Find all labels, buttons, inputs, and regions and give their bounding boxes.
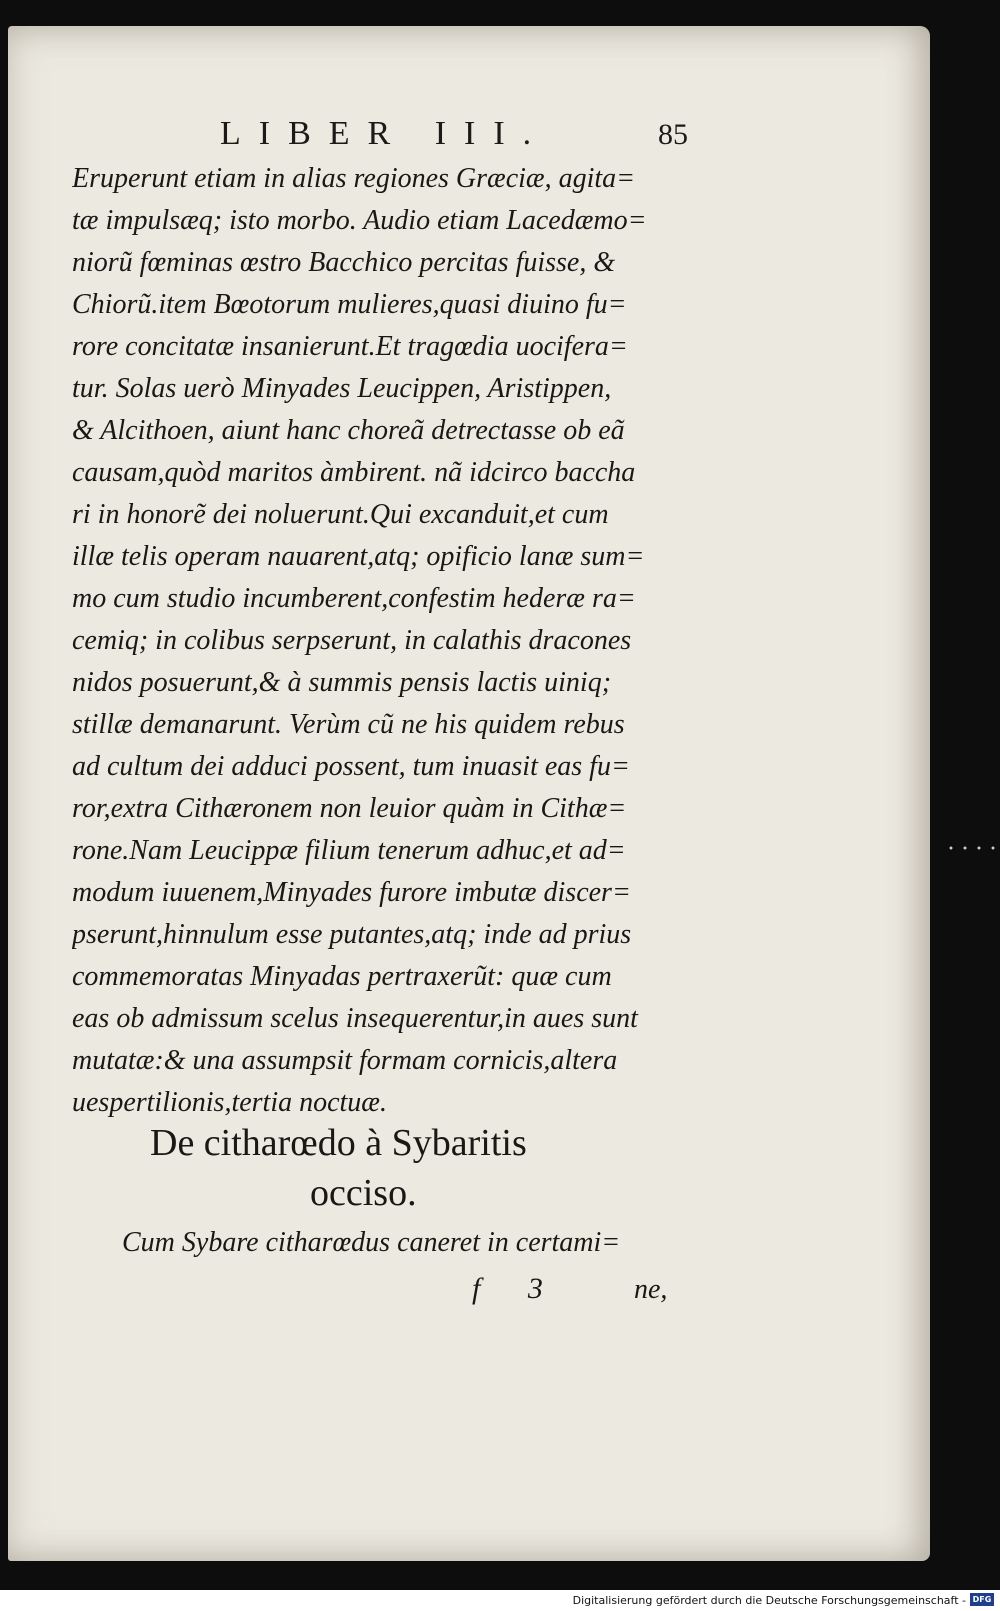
text-line: pserunt,hinnulum esse putantes,atq; inde ad prius [72,919,632,950]
text-line: illæ telis operam nauarent,atq; opificio lanæ sum= [72,541,645,572]
section-first-line: Cum Sybare citharœdus caneret in certami= [122,1227,621,1258]
text-line: tæ impulsæq; isto morbo. Audio etiam Lacedæmo= [72,205,647,236]
text-line: eas ob admissum scelus insequerentur,in aues sunt [72,1003,638,1034]
dfg-logo-icon: DFG [970,1593,994,1606]
running-head: LIBER III. [220,115,550,152]
text-line: uespertilionis,tertia noctuæ. [72,1087,387,1118]
text-line: ror,extra Cithæronem non leuior quàm in Cithæ= [72,793,627,824]
text-line: ad cultum dei adduci possent, tum inuasit eas fu= [72,751,630,782]
section-heading-line: occiso. [310,1172,417,1214]
text-line: ri in honorẽ dei noluerunt.Qui excanduit,et cum [72,499,609,530]
text-line: nidos posuerunt,& à summis pensis lactis uiniq; [72,667,612,698]
section-heading-line: De citharœdo à Sybaritis [150,1122,527,1164]
catchword: ne, [634,1274,668,1305]
signature-mark: f 3 [472,1272,563,1305]
text-line: cemiq; in colibus serpserunt, in calathis dracones [72,625,632,656]
text-line: commemoratas Minyadas pertraxerũt: quæ cum [72,961,612,992]
page-number: 85 [658,118,688,151]
credit-text: Digitalisierung gefördert durch die Deutsche Forschungsgemeinschaft - [572,1594,966,1607]
text-line: mutatæ:& una assumpsit formam cornicis,altera [72,1045,618,1076]
text-line: stillæ demanarunt. Verùm cũ ne his quidem rebus [72,709,625,740]
text-line: Chiorũ.item Bœotorum mulieres,quasi diuino fu= [72,289,627,320]
text-line: causam,quòd maritos àmbirent. nã idcirco baccha [72,457,636,488]
text-line: Eruperunt etiam in alias regiones Græciæ, agita= [72,163,636,194]
scan-edge-dots [944,845,1000,851]
text-line: niorũ fœminas œstro Bacchico percitas fuisse, & [72,247,616,278]
text-line: tur. Solas uerò Minyades Leucippen, Aristippen, [72,373,612,404]
text-line: mo cum studio incumberent,confestim hederæ ra= [72,583,636,614]
text-line: rone.Nam Leucippæ filium tenerum adhuc,et ad= [72,835,626,866]
text-line: modum iuuenem,Minyades furore imbutæ discer= [72,877,631,908]
text-line: rore concitatæ insanierunt.Et tragœdia uocifera= [72,331,628,362]
section-heading [150,1118,670,1218]
body-text [72,158,712,1124]
text-line: & Alcithoen, aiunt hanc choreã detrectasse ob eã [72,415,625,446]
